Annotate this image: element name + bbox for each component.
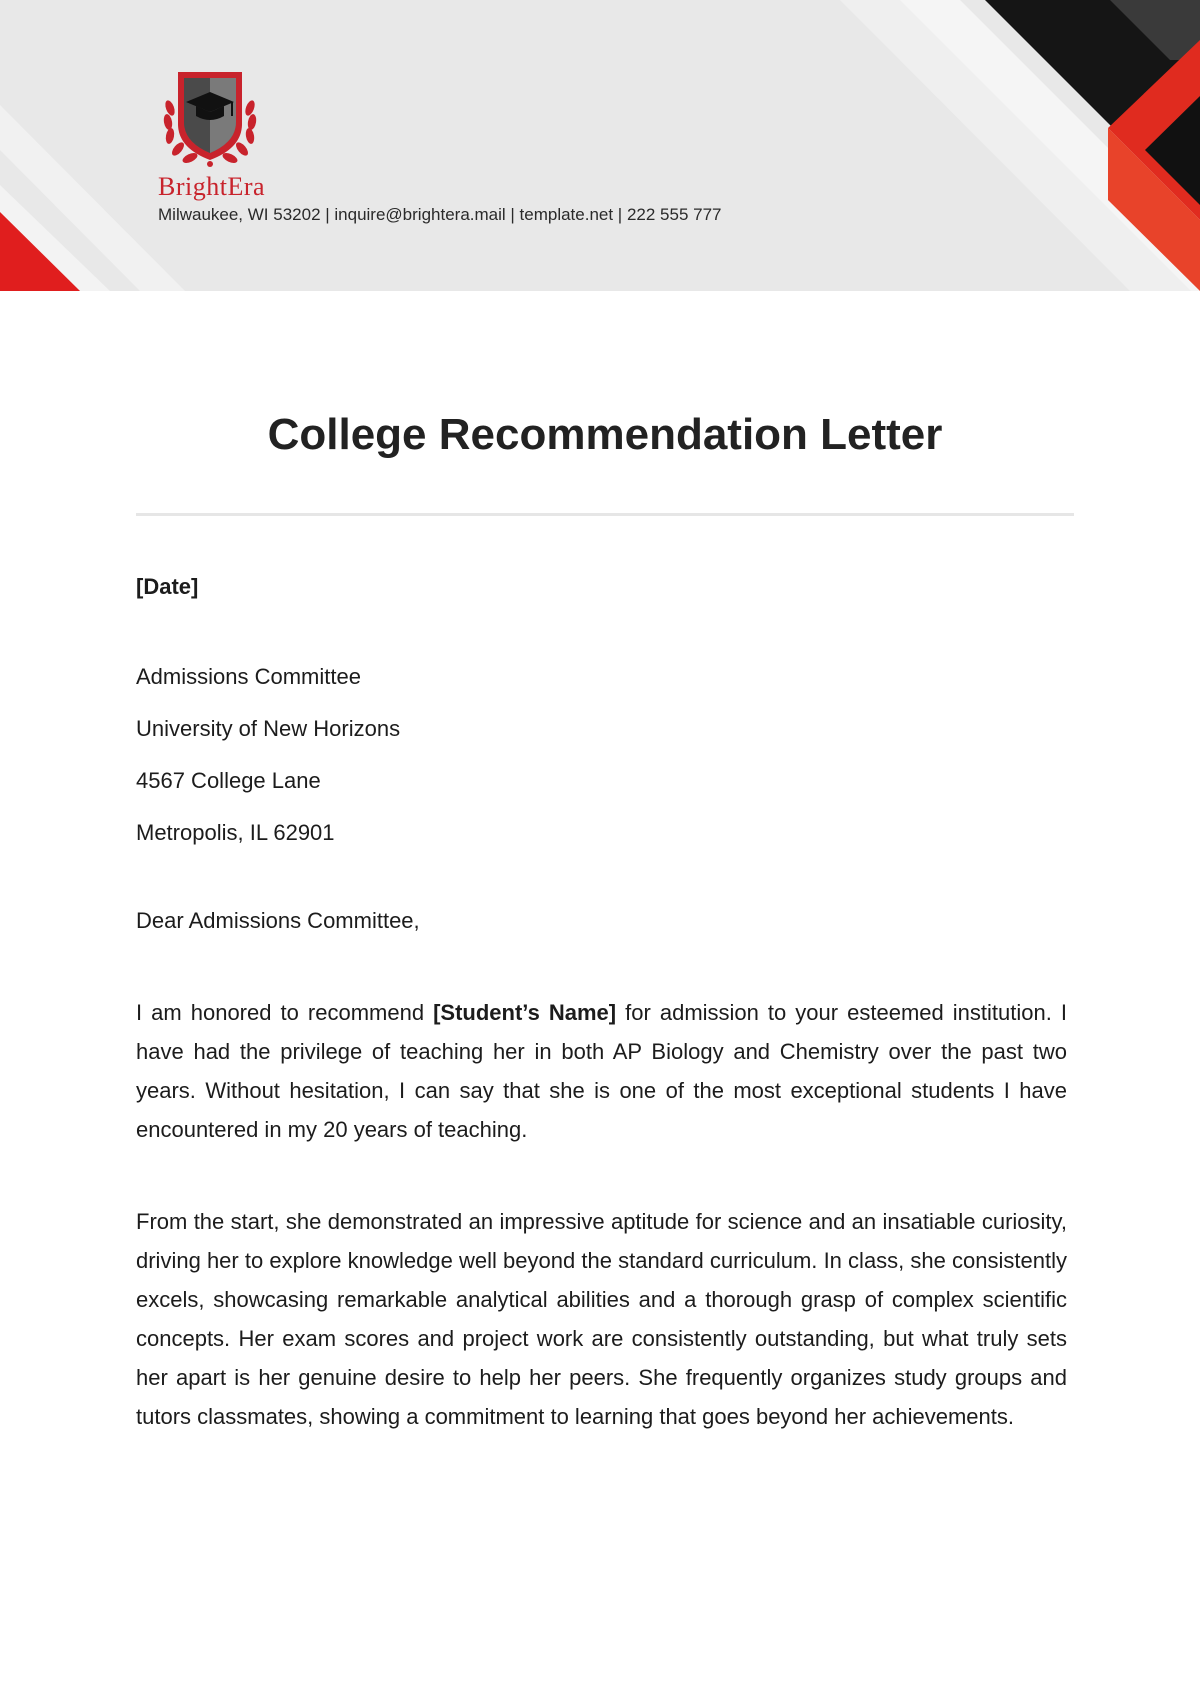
body-paragraph-1 [136, 993, 1067, 1149]
recipient-line-4: Metropolis, IL 62901 [136, 820, 335, 845]
brand-contact-line: Milwaukee, WI 53202 | inquire@brightera.mail | template.net | 222 555 777 [158, 205, 722, 224]
student-name-placeholder: [Student’s Name] [433, 1000, 617, 1025]
recipient-line-1: Admissions Committee [136, 664, 361, 689]
salutation: Dear Admissions Committee, [136, 908, 420, 933]
title-divider [136, 513, 1074, 516]
body-paragraph-2: From the start, she demonstrated an impressive aptitude for science and an insatiable curiosity, driving her to explore knowledge well beyond the standard curriculum. In class, she consistently excels, showcasing remarkable analytical abilities and a thorough grasp of complex scientific concepts. Her exam scores and project work are consistently outstanding, but what truly sets her apart is her genuine desire to help her peers. She frequently organizes study groups and tutors classmates, showing a commitment to learning that goes beyond her achievements. [136, 1209, 1067, 1429]
recipient-line-3: 4567 College Lane [136, 768, 321, 793]
paragraph-1-body: for admission to your esteemed institution. I have had the privilege of teaching her in both AP Biology and Chemistry over the past two years. Without hesitation, I can say that she is one of the most exceptional students I have encountered in my 20 years of teaching. [136, 1000, 1067, 1142]
recipient-line-2: University of New Horizons [136, 716, 401, 741]
letterhead [0, 0, 1200, 291]
graduation-cap-shield-icon [156, 64, 264, 172]
document-title: College Recommendation Letter [267, 410, 943, 459]
brand-name: BrightEra [158, 172, 266, 201]
paragraph-1-intro: I am honored to recommend [136, 1000, 434, 1025]
letter-date: [Date] [136, 574, 199, 599]
